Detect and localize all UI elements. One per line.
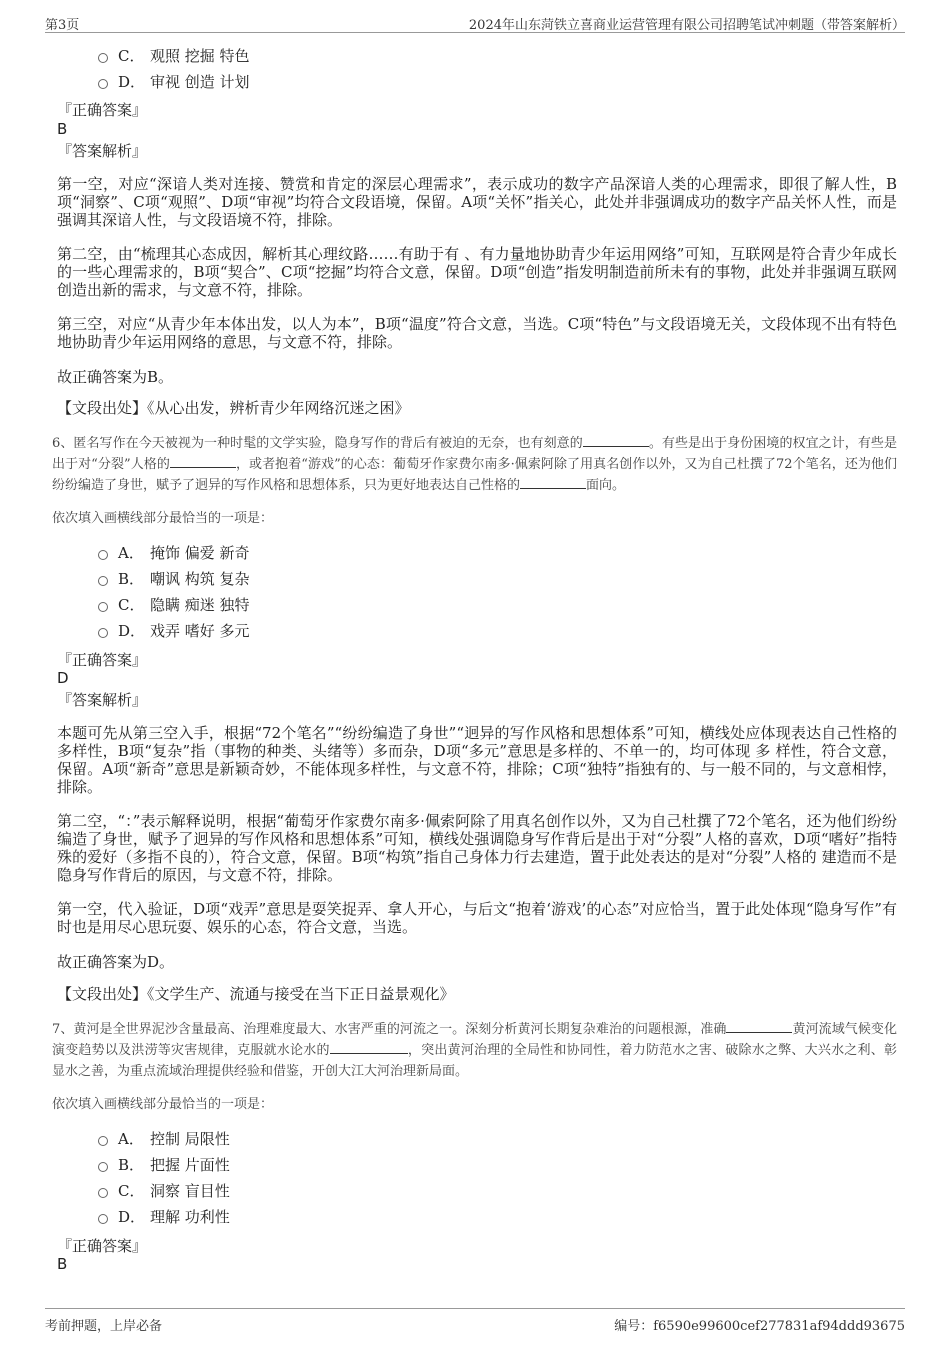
q6-option-a[interactable]: A． 掩饰 偏爱 新奇	[98, 543, 250, 563]
footer-slogan: 考前押题，上岸必备	[45, 1319, 163, 1334]
analysis-paragraph: 第二空，由“梳理其心态成因，解析其心理纹路……有助于有 、有力量地协助青少年运用网络”可知，互联网是符合青少年成长的一些心理需求的，B项“契合”、C项“挖掘”均符合文意，保留。D项“创造”指发明制造前所未有的事物，此处并非强调互联网创造出新的需求，与文意不符，排除。	[57, 245, 897, 299]
q6-option-b[interactable]: B． 嘲讽 构筑 复杂	[98, 569, 250, 589]
analysis-paragraph: 本题可先从第三空入手，根据“72个笔名”“纷纷编造了身世”“迥异的写作风格和思想体系”可知，横线处应体现表达自己性格的多样性，B项“复杂”指（事物的种类、头绪等）多而杂，D项“多元”意思是多样的、不单一的，均可体现 多 样性，符合文意，保留。A项“新奇”意思是新颖奇妙，不能体现多样性，与文意不符，排除；C项“独特”指独有的、与一般不同的，与文意相悖，排除。	[57, 724, 897, 796]
q5-option-c[interactable]: C． 观照 挖掘 特色	[98, 46, 250, 66]
radio-icon[interactable]	[98, 1136, 108, 1146]
correct-answer-label: 『正确答案』	[57, 1237, 148, 1255]
q5-option-d[interactable]: D． 审视 创造 计划	[98, 72, 250, 92]
document-title: 2024年山东菏铁立喜商业运营管理有限公司招聘笔试冲刺题（带答案解析）	[468, 18, 905, 33]
analysis-conclusion: 故正确答案为B。	[57, 368, 174, 386]
correct-answer-value: B	[57, 120, 68, 138]
correct-answer-label: 『正确答案』	[57, 101, 148, 119]
page-header	[45, 12, 905, 33]
radio-icon[interactable]	[98, 550, 108, 560]
answer-blank	[520, 475, 586, 489]
q7-option-b[interactable]: B． 把握 片面性	[98, 1155, 230, 1175]
analysis-conclusion: 故正确答案为D。	[57, 953, 175, 971]
passage-source: 【文段出处】《从心出发，辨析青少年网络沉迷之困》	[57, 399, 410, 417]
radio-icon[interactable]	[98, 602, 108, 612]
answer-blank	[583, 433, 649, 447]
radio-icon[interactable]	[98, 576, 108, 586]
radio-icon[interactable]	[98, 628, 108, 638]
radio-icon[interactable]	[98, 1214, 108, 1224]
answer-blank	[330, 1040, 408, 1054]
q7-option-a[interactable]: A． 控制 局限性	[98, 1129, 230, 1149]
question-prompt: 依次填入画横线部分最恰当的一项是：	[52, 511, 274, 526]
analysis-paragraph: 第一空，对应“深谙人类对连接、赞赏和肯定的深层心理需求”，表示成功的数字产品深谙人类的心理需求，即很了解人性，B项“洞察”、C项“观照”、D项“审视”均符合文段语境，保留。A项“关怀”指关心，此处并非强调成功的数字产品关怀人性，而是强调其深谙人性，与文段语境不符，排除。	[57, 175, 897, 229]
question-6-stem: 6、匿名写作在今天被视为一种时髦的文学实验，隐身写作的背后有被迫的无奈，也有刻意的 。有些是出于身份困境的权宜之计，有些是出于对“分裂”人格的 ，或者抱着“游戏”的心态：葡萄牙作家费尔南多·佩索阿除了用真名创作以外，又为自己杜撰了72个笔名，还为他们纷纷编造了身世，赋予了迥异的写作风格和思想体系，只为更好地表达自己性格的 面向。	[52, 433, 897, 496]
answer-blank	[170, 454, 236, 468]
analysis-paragraph: 第二空，“：”表示解释说明，根据“葡萄牙作家费尔南多·佩索阿除了用真名创作以外，又为自己杜撰了72个笔名，还为他们纷纷编造了身世，赋予了迥异的写作风格和思想体系”可知，横线处强调隐身写作背后是出于对“分裂”人格的喜欢，D项“嗜好”指特殊的爱好（多指不良的），符合文意，保留。B项“构筑”指自己身体力行去建造，置于此处表达的是对“分裂”人格的 建造而不是隐身写作背后的原因，与文意不符，排除。	[57, 812, 897, 884]
correct-answer-label: 『正确答案』	[57, 651, 148, 669]
answer-blank	[726, 1019, 792, 1033]
radio-icon[interactable]	[98, 79, 108, 89]
q6-option-c[interactable]: C． 隐瞒 痴迷 独特	[98, 595, 250, 615]
radio-icon[interactable]	[98, 53, 108, 63]
analysis-paragraph: 第一空，代入验证，D项“戏弄”意思是耍笑捉弄、拿人开心，与后文“抱着‘游戏’的心态”对应恰当，置于此处体现“隐身写作”有时也是用尽心思玩耍、娱乐的心态，符合文意，当选。	[57, 900, 897, 936]
radio-icon[interactable]	[98, 1188, 108, 1198]
correct-answer-value: B	[57, 1255, 68, 1273]
analysis-paragraph: 第三空，对应“从青少年本体出发，以人为本”，B项“温度”符合文意，当选。C项“特色”与文段语境无关，文段体现不出有特色地协助青少年运用网络的意思，与文意不符，排除。	[57, 315, 897, 351]
correct-answer-value: D	[57, 669, 69, 687]
q7-option-c[interactable]: C． 洞察 盲目性	[98, 1181, 230, 1201]
document-code: 编号：f6590e99600cef277831af94ddd93675	[614, 1319, 905, 1334]
radio-icon[interactable]	[98, 1162, 108, 1172]
analysis-label: 『答案解析』	[57, 142, 148, 160]
page-footer	[45, 1308, 905, 1339]
passage-source: 【文段出处】《文学生产、流通与接受在当下正日益景观化》	[57, 985, 455, 1003]
q6-option-d[interactable]: D． 戏弄 嗜好 多元	[98, 621, 250, 641]
page-number: 第3页	[45, 18, 80, 33]
analysis-label: 『答案解析』	[57, 691, 148, 709]
question-prompt: 依次填入画横线部分最恰当的一项是：	[52, 1097, 274, 1112]
question-7-stem: 7、黄河是全世界泥沙含量最高、治理难度最大、水害严重的河流之一。深刻分析黄河长期复杂难治的问题根源，准确 黄河流域气候变化演变趋势以及洪涝等灾害规律，克服就水论水的 ，突出黄河治理的全局性和协同性，着力防范水之害、破除水之弊、大兴水之利、彰显水之善，为重点流域治理提供经验和借鉴，开创大江大河治理新局面。	[52, 1019, 897, 1082]
q7-option-d[interactable]: D． 理解 功利性	[98, 1207, 230, 1227]
